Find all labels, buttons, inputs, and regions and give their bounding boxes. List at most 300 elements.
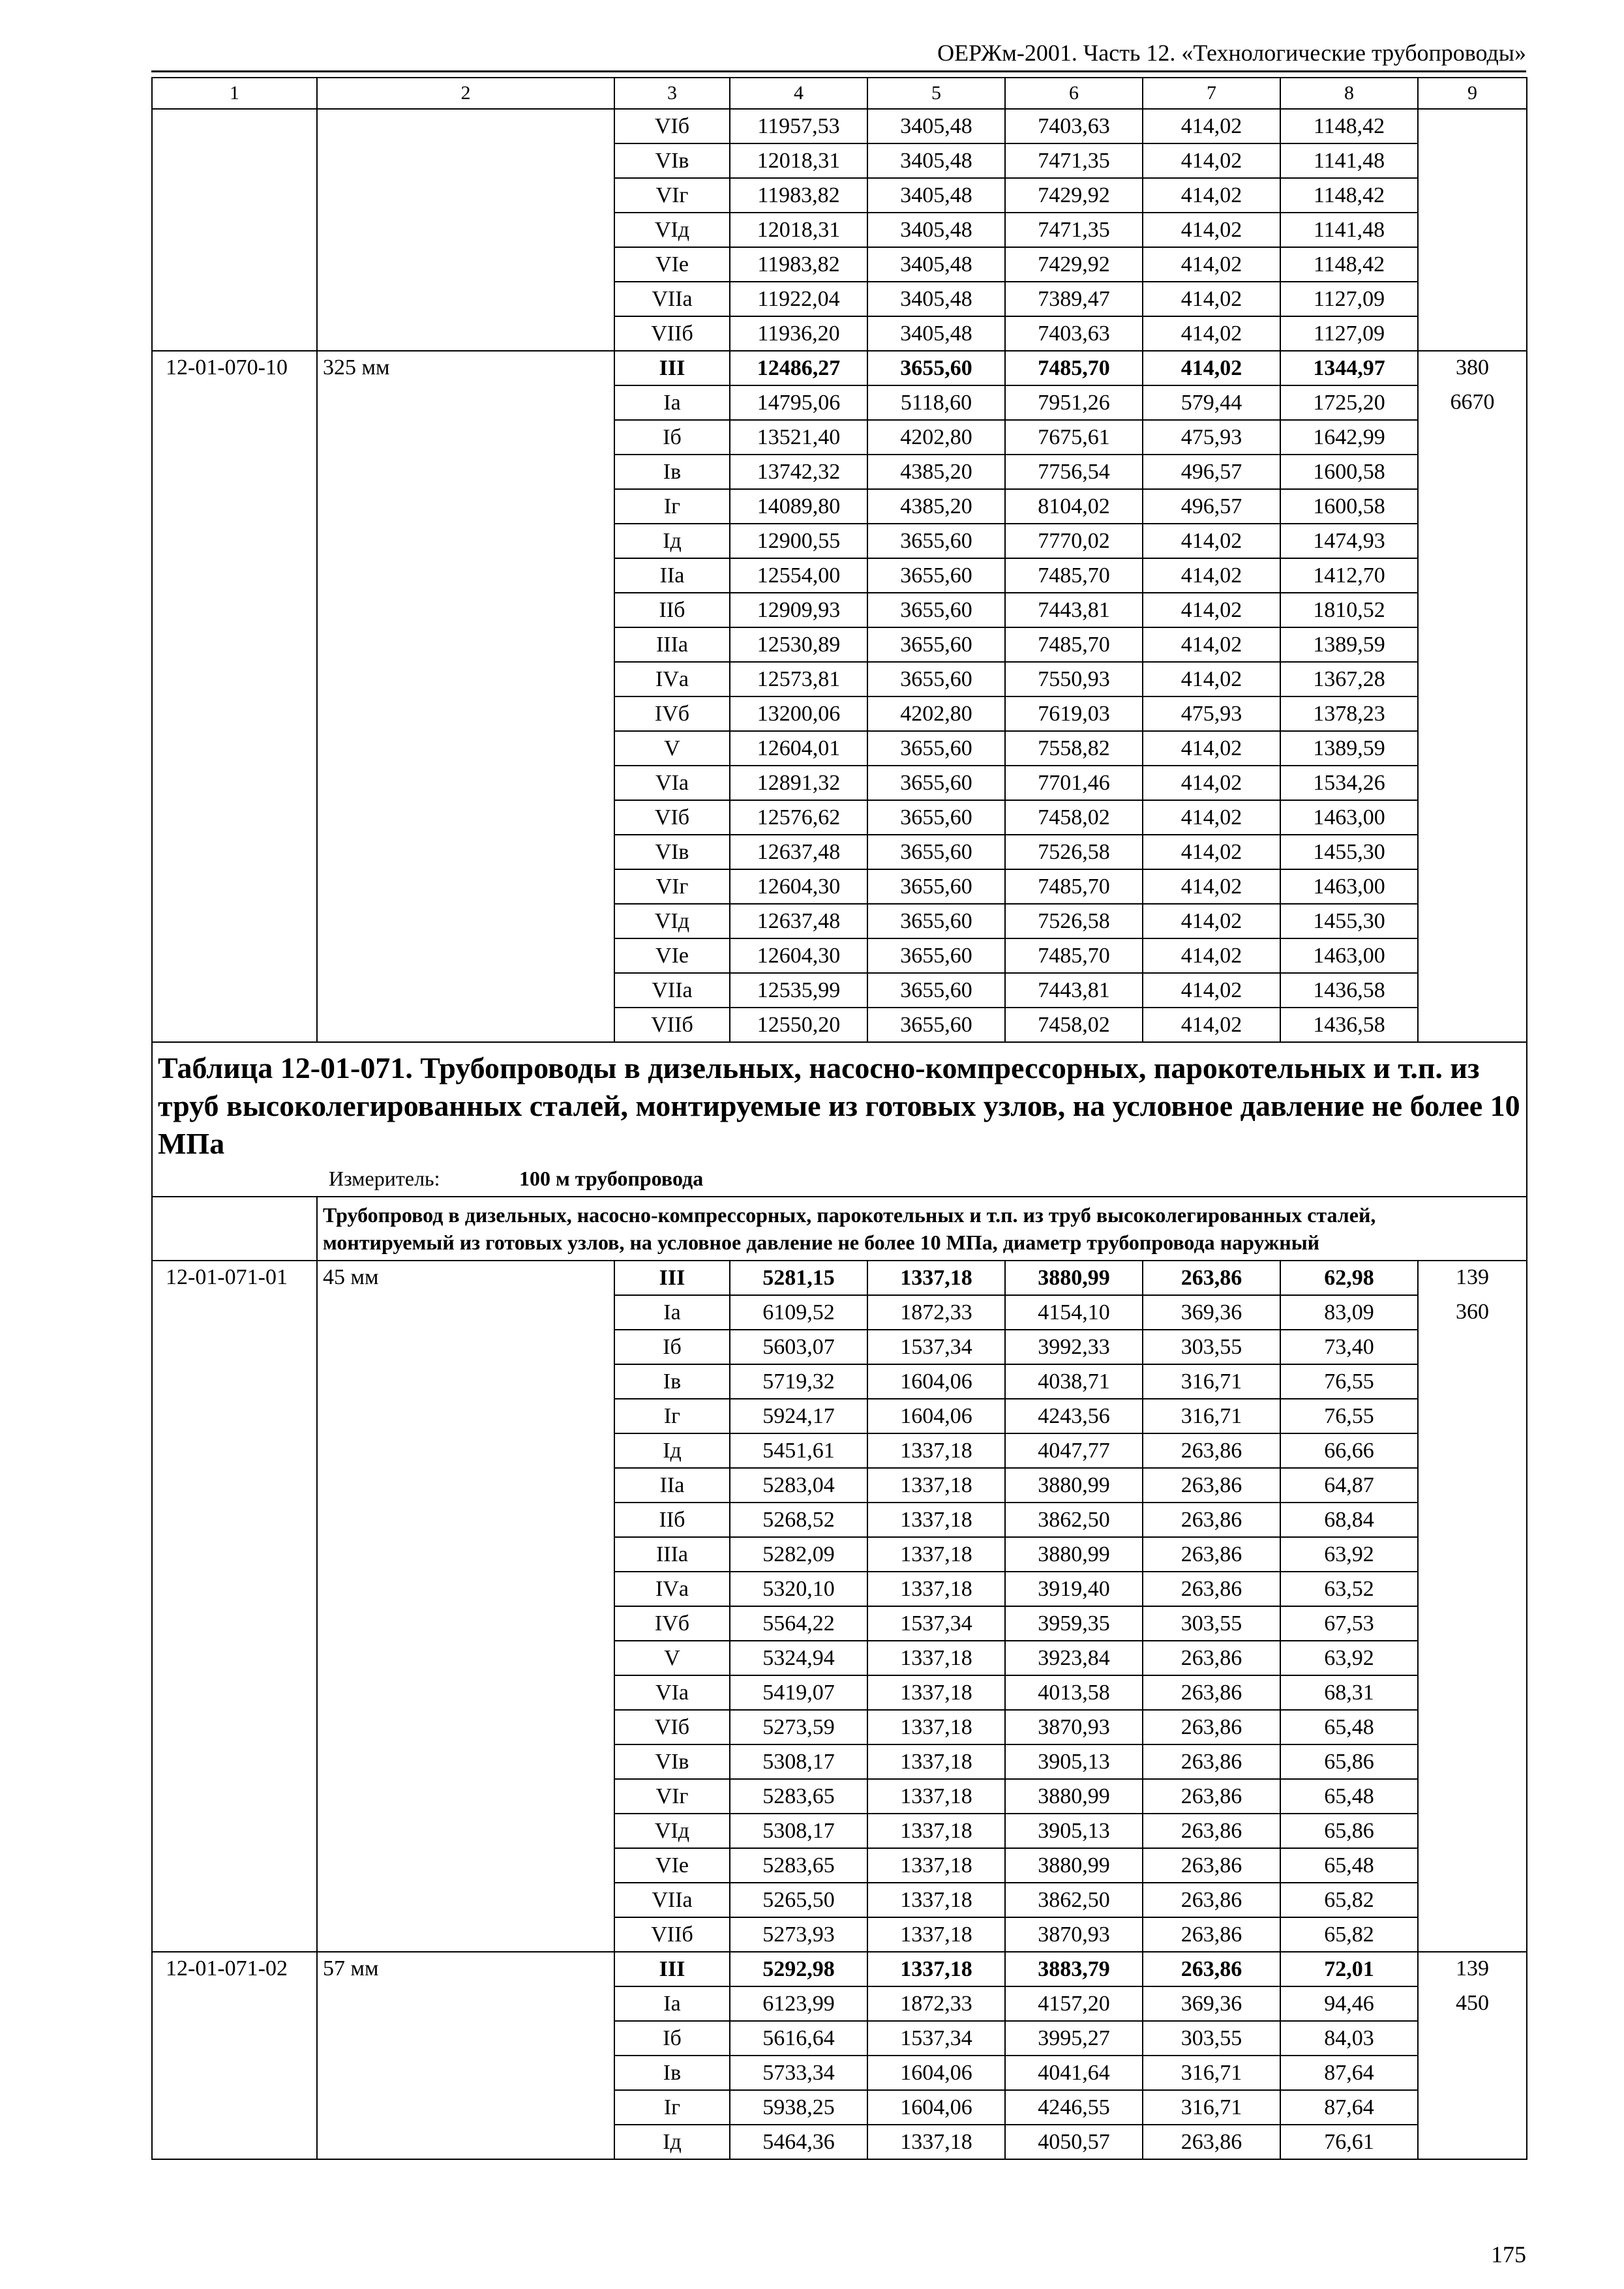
- value-cell: 1463,00: [1280, 938, 1418, 973]
- table-row: [152, 351, 1527, 385]
- value-cell: 12604,30: [730, 938, 867, 973]
- value-cell: 316,71: [1143, 1399, 1280, 1433]
- value-cell: 13521,40: [730, 420, 867, 455]
- value-cell: 316,71: [1143, 2090, 1280, 2125]
- value-cell: 1600,58: [1280, 455, 1418, 489]
- diameter-cell: 325 мм: [317, 351, 614, 1042]
- value-cell: 1344,97: [1280, 351, 1418, 385]
- table-row: [152, 109, 1527, 143]
- value-cell: 4050,57: [1005, 2125, 1143, 2159]
- value-cell: 1604,06: [867, 1364, 1005, 1399]
- value-cell: 263,86: [1143, 1952, 1280, 1986]
- value-cell: 496,57: [1143, 489, 1280, 524]
- value-cell: 263,86: [1143, 1433, 1280, 1468]
- zone-cell: VIа: [614, 1675, 730, 1710]
- value-cell: 1872,33: [867, 1295, 1005, 1330]
- value-cell: 1389,59: [1280, 731, 1418, 766]
- value-cell: 65,86: [1280, 1744, 1418, 1779]
- column-number: 4: [730, 78, 867, 109]
- diameter-cell: 57 мм: [317, 1952, 614, 2159]
- value-cell: 3655,60: [867, 593, 1005, 627]
- value-cell: 1436,58: [1280, 973, 1418, 1008]
- value-cell: 5464,36: [730, 2125, 867, 2159]
- value-cell: 3880,99: [1005, 1779, 1143, 1814]
- description-row: [152, 1197, 1527, 1261]
- value-cell: 1337,18: [867, 1468, 1005, 1503]
- value-cell: 5616,64: [730, 2021, 867, 2056]
- value-cell: 475,93: [1143, 696, 1280, 731]
- value-cell: 12604,30: [730, 869, 867, 904]
- page-number: 175: [1491, 2241, 1526, 2267]
- zone-cell: Iв: [614, 455, 730, 489]
- value-cell: 316,71: [1143, 2056, 1280, 2090]
- value-cell: 1337,18: [867, 1675, 1005, 1710]
- value-cell: 263,86: [1143, 1744, 1280, 1779]
- value-cell: 14089,80: [730, 489, 867, 524]
- value-cell: 11936,20: [730, 316, 867, 351]
- value-cell: 303,55: [1143, 2021, 1280, 2056]
- zone-cell: Iд: [614, 1433, 730, 1468]
- zone-cell: Iа: [614, 385, 730, 420]
- column-number-row: [152, 78, 1527, 109]
- value-cell: 3655,60: [867, 973, 1005, 1008]
- value-cell: 87,64: [1280, 2090, 1418, 2125]
- value-cell: 414,02: [1143, 247, 1280, 282]
- value-cell: 11983,82: [730, 247, 867, 282]
- value-cell: 1378,23: [1280, 696, 1418, 731]
- value-cell: 3655,60: [867, 938, 1005, 973]
- value-cell: 414,02: [1143, 558, 1280, 593]
- value-cell: 5419,07: [730, 1675, 867, 1710]
- value-cell: 1337,18: [867, 1433, 1005, 1468]
- zone-cell: III: [614, 1952, 730, 1986]
- value-cell: 1337,18: [867, 1848, 1005, 1883]
- value-cell: 13200,06: [730, 696, 867, 731]
- value-cell: 12018,31: [730, 213, 867, 247]
- value-cell: 68,84: [1280, 1503, 1418, 1537]
- value-cell: 369,36: [1143, 1986, 1280, 2021]
- value-cell: 3405,48: [867, 178, 1005, 213]
- zone-cell: VIа: [614, 766, 730, 800]
- value-cell: 1604,06: [867, 2090, 1005, 2125]
- zone-cell: Iд: [614, 2125, 730, 2159]
- value-cell: 8104,02: [1005, 489, 1143, 524]
- value-cell: 5320,10: [730, 1572, 867, 1606]
- value-cell: 4157,20: [1005, 1986, 1143, 2021]
- value-cell: 83,09: [1280, 1295, 1418, 1330]
- table-title: Таблица 12-01-071. Трубопроводы в дизельных, насосно-компрессорных, парокотельных и т.п. из труб высоколегированных сталей, монтируемые из готовых узлов, на условное давление не более 10 МПа: [152, 1042, 1527, 1165]
- value-cell: 12637,48: [730, 835, 867, 869]
- value-cell: 263,86: [1143, 2125, 1280, 2159]
- value-cell: 1337,18: [867, 1641, 1005, 1675]
- value-cell: 7458,02: [1005, 1008, 1143, 1042]
- value-cell: 1455,30: [1280, 904, 1418, 938]
- value-cell: 3655,60: [867, 766, 1005, 800]
- value-cell: 4154,10: [1005, 1295, 1143, 1330]
- value-cell: 7471,35: [1005, 143, 1143, 178]
- value-cell: 5308,17: [730, 1814, 867, 1848]
- zone-cell: Iб: [614, 1330, 730, 1364]
- zone-cell: Iг: [614, 489, 730, 524]
- zone-cell: VIIа: [614, 973, 730, 1008]
- zone-cell: Iв: [614, 1364, 730, 1399]
- value-cell: 94,46: [1280, 1986, 1418, 2021]
- value-cell: 3655,60: [867, 558, 1005, 593]
- value-cell: 5273,59: [730, 1710, 867, 1744]
- measure-cell: [152, 1165, 1527, 1197]
- value-cell: 1337,18: [867, 1744, 1005, 1779]
- value-cell: 4243,56: [1005, 1399, 1143, 1433]
- value-cell: 414,02: [1143, 800, 1280, 835]
- value-cell: 7485,70: [1005, 938, 1143, 973]
- zone-cell: Iг: [614, 1399, 730, 1433]
- value-cell: 1474,93: [1280, 524, 1418, 558]
- zone-cell: VIб: [614, 109, 730, 143]
- zone-cell: VIг: [614, 869, 730, 904]
- value-cell: 7403,63: [1005, 316, 1143, 351]
- labor-value: 6670: [1450, 390, 1495, 414]
- labor-value: 139: [1456, 1265, 1489, 1289]
- value-cell: 414,02: [1143, 1008, 1280, 1042]
- value-cell: 64,87: [1280, 1468, 1418, 1503]
- zone-cell: Iв: [614, 2056, 730, 2090]
- value-cell: 3870,93: [1005, 1710, 1143, 1744]
- value-cell: 1367,28: [1280, 662, 1418, 696]
- value-cell: 263,86: [1143, 1848, 1280, 1883]
- value-cell: 5283,65: [730, 1779, 867, 1814]
- zone-cell: VIе: [614, 247, 730, 282]
- value-cell: 65,48: [1280, 1710, 1418, 1744]
- value-cell: 3655,60: [867, 1008, 1005, 1042]
- value-cell: 3995,27: [1005, 2021, 1143, 2056]
- zone-cell: VIIа: [614, 1883, 730, 1917]
- value-cell: 1127,09: [1280, 282, 1418, 316]
- value-cell: 3655,60: [867, 627, 1005, 662]
- value-cell: 12900,55: [730, 524, 867, 558]
- value-cell: 4202,80: [867, 696, 1005, 731]
- column-number: 5: [867, 78, 1005, 109]
- value-cell: 1127,09: [1280, 316, 1418, 351]
- value-cell: 1389,59: [1280, 627, 1418, 662]
- value-cell: 414,02: [1143, 627, 1280, 662]
- column-number: 6: [1005, 78, 1143, 109]
- value-cell: 263,86: [1143, 1814, 1280, 1848]
- value-cell: 11983,82: [730, 178, 867, 213]
- value-cell: 1337,18: [867, 1710, 1005, 1744]
- value-cell: 7485,70: [1005, 869, 1143, 904]
- zone-cell: IIа: [614, 1468, 730, 1503]
- value-cell: 3905,13: [1005, 1814, 1143, 1848]
- zone-cell: VIв: [614, 835, 730, 869]
- value-cell: 5283,65: [730, 1848, 867, 1883]
- value-cell: 5603,07: [730, 1330, 867, 1364]
- value-cell: 263,86: [1143, 1641, 1280, 1675]
- value-cell: 1141,48: [1280, 213, 1418, 247]
- value-cell: 3923,84: [1005, 1641, 1143, 1675]
- value-cell: 3405,48: [867, 213, 1005, 247]
- zone-cell: Iд: [614, 524, 730, 558]
- value-cell: 13742,32: [730, 455, 867, 489]
- labor-cell: [1418, 1952, 1527, 2159]
- value-cell: 65,48: [1280, 1779, 1418, 1814]
- value-cell: 7485,70: [1005, 627, 1143, 662]
- value-cell: 1537,34: [867, 1330, 1005, 1364]
- zone-cell: III: [614, 1261, 730, 1295]
- value-cell: 3880,99: [1005, 1261, 1143, 1295]
- value-cell: 579,44: [1143, 385, 1280, 420]
- value-cell: 5282,09: [730, 1537, 867, 1572]
- value-cell: 7619,03: [1005, 696, 1143, 731]
- value-cell: 7485,70: [1005, 351, 1143, 385]
- value-cell: 263,86: [1143, 1675, 1280, 1710]
- value-cell: 12637,48: [730, 904, 867, 938]
- value-cell: 63,92: [1280, 1537, 1418, 1572]
- labor-value: 360: [1456, 1300, 1489, 1324]
- value-cell: 369,36: [1143, 1295, 1280, 1330]
- value-cell: 3405,48: [867, 143, 1005, 178]
- value-cell: 4038,71: [1005, 1364, 1143, 1399]
- value-cell: 12530,89: [730, 627, 867, 662]
- value-cell: 3655,60: [867, 731, 1005, 766]
- value-cell: 1337,18: [867, 1261, 1005, 1295]
- labor-cell: [1418, 1261, 1527, 1952]
- zone-cell: VIг: [614, 1779, 730, 1814]
- diameter-cell: [317, 109, 614, 351]
- value-cell: 1604,06: [867, 1399, 1005, 1433]
- value-cell: 63,92: [1280, 1641, 1418, 1675]
- value-cell: 1337,18: [867, 1572, 1005, 1606]
- rate-code-cell: 12-01-070-10: [152, 351, 317, 1042]
- value-cell: 3405,48: [867, 247, 1005, 282]
- value-cell: 12891,32: [730, 766, 867, 800]
- zone-cell: VIд: [614, 904, 730, 938]
- value-cell: 1534,26: [1280, 766, 1418, 800]
- value-cell: 5564,22: [730, 1606, 867, 1641]
- value-cell: 4246,55: [1005, 2090, 1143, 2125]
- value-cell: 3655,60: [867, 835, 1005, 869]
- value-cell: 3905,13: [1005, 1744, 1143, 1779]
- value-cell: 4385,20: [867, 455, 1005, 489]
- running-header: ОЕРЖм-2001. Часть 12. «Технологические трубопроводы»: [937, 40, 1526, 66]
- value-cell: 65,86: [1280, 1814, 1418, 1848]
- zone-cell: Iб: [614, 420, 730, 455]
- value-cell: 7471,35: [1005, 213, 1143, 247]
- value-cell: 7429,92: [1005, 247, 1143, 282]
- value-cell: 6123,99: [730, 1986, 867, 2021]
- value-cell: 3862,50: [1005, 1503, 1143, 1537]
- value-cell: 12535,99: [730, 973, 867, 1008]
- value-cell: 5733,34: [730, 2056, 867, 2090]
- value-cell: 1537,34: [867, 1606, 1005, 1641]
- value-cell: 1337,18: [867, 1503, 1005, 1537]
- value-cell: 1148,42: [1280, 178, 1418, 213]
- value-cell: 414,02: [1143, 178, 1280, 213]
- value-cell: 1600,58: [1280, 489, 1418, 524]
- value-cell: 72,01: [1280, 1952, 1418, 1986]
- zone-cell: VIв: [614, 143, 730, 178]
- rate-code-cell: 12-01-071-01: [152, 1261, 317, 1952]
- value-cell: 14795,06: [730, 385, 867, 420]
- value-cell: 263,86: [1143, 1537, 1280, 1572]
- table-row: [152, 1261, 1527, 1295]
- value-cell: 12604,01: [730, 731, 867, 766]
- value-cell: 3655,60: [867, 904, 1005, 938]
- column-number: 7: [1143, 78, 1280, 109]
- value-cell: 5268,52: [730, 1503, 867, 1537]
- value-cell: 12486,27: [730, 351, 867, 385]
- value-cell: 5265,50: [730, 1883, 867, 1917]
- labor-cell: [1418, 109, 1527, 351]
- value-cell: 7389,47: [1005, 282, 1143, 316]
- value-cell: 3880,99: [1005, 1848, 1143, 1883]
- value-cell: 5924,17: [730, 1399, 867, 1433]
- value-cell: 1537,34: [867, 2021, 1005, 2056]
- value-cell: 1337,18: [867, 1779, 1005, 1814]
- value-cell: 11922,04: [730, 282, 867, 316]
- labor-value: 139: [1456, 1956, 1489, 1981]
- rate-code-cell: [152, 109, 317, 351]
- value-cell: 414,02: [1143, 143, 1280, 178]
- value-cell: 263,86: [1143, 1710, 1280, 1744]
- zone-cell: IVб: [614, 696, 730, 731]
- value-cell: 414,02: [1143, 662, 1280, 696]
- value-cell: 5938,25: [730, 2090, 867, 2125]
- value-cell: 7770,02: [1005, 524, 1143, 558]
- labor-cell: [1418, 351, 1527, 1042]
- value-cell: 4202,80: [867, 420, 1005, 455]
- zone-cell: IVа: [614, 662, 730, 696]
- zone-cell: IIIа: [614, 627, 730, 662]
- value-cell: 414,02: [1143, 593, 1280, 627]
- value-cell: 4013,58: [1005, 1675, 1143, 1710]
- value-cell: 414,02: [1143, 904, 1280, 938]
- value-cell: 3655,60: [867, 524, 1005, 558]
- table-row: [152, 1952, 1527, 1986]
- measure-label: Измеритель:: [329, 1167, 440, 1190]
- value-cell: 7701,46: [1005, 766, 1143, 800]
- value-cell: 7951,26: [1005, 385, 1143, 420]
- zone-cell: Iб: [614, 2021, 730, 2056]
- value-cell: 4041,64: [1005, 2056, 1143, 2090]
- zone-cell: VIIб: [614, 1008, 730, 1042]
- zone-cell: Iа: [614, 1295, 730, 1330]
- value-cell: 7550,93: [1005, 662, 1143, 696]
- diameter-cell: 45 мм: [317, 1261, 614, 1952]
- value-cell: 3405,48: [867, 316, 1005, 351]
- value-cell: 263,86: [1143, 1503, 1280, 1537]
- value-cell: 5451,61: [730, 1433, 867, 1468]
- value-cell: 7526,58: [1005, 904, 1143, 938]
- value-cell: 7443,81: [1005, 593, 1143, 627]
- value-cell: 65,48: [1280, 1848, 1418, 1883]
- value-cell: 73,40: [1280, 1330, 1418, 1364]
- rate-code-cell: 12-01-071-02: [152, 1952, 317, 2159]
- value-cell: 414,02: [1143, 973, 1280, 1008]
- value-cell: 76,61: [1280, 2125, 1418, 2159]
- value-cell: 12576,62: [730, 800, 867, 835]
- value-cell: 5308,17: [730, 1744, 867, 1779]
- value-cell: 67,53: [1280, 1606, 1418, 1641]
- zone-cell: IIIа: [614, 1537, 730, 1572]
- value-cell: 87,64: [1280, 2056, 1418, 2090]
- value-cell: 1810,52: [1280, 593, 1418, 627]
- header-rule: [151, 70, 1526, 72]
- value-cell: 7756,54: [1005, 455, 1143, 489]
- labor-value: 380: [1456, 355, 1489, 380]
- zone-cell: IIб: [614, 1503, 730, 1537]
- zone-cell: Iа: [614, 1986, 730, 2021]
- value-cell: 7429,92: [1005, 178, 1143, 213]
- column-number: 3: [614, 78, 730, 109]
- labor-value: 450: [1456, 1991, 1489, 2015]
- column-number: 2: [317, 78, 614, 109]
- zone-cell: V: [614, 731, 730, 766]
- value-cell: 11957,53: [730, 109, 867, 143]
- value-cell: 414,02: [1143, 731, 1280, 766]
- value-cell: 3405,48: [867, 109, 1005, 143]
- value-cell: 3959,35: [1005, 1606, 1143, 1641]
- value-cell: 7526,58: [1005, 835, 1143, 869]
- value-cell: 316,71: [1143, 1364, 1280, 1399]
- value-cell: 3655,60: [867, 662, 1005, 696]
- zone-cell: VIг: [614, 178, 730, 213]
- value-cell: 4385,20: [867, 489, 1005, 524]
- value-cell: 12909,93: [730, 593, 867, 627]
- value-cell: 7485,70: [1005, 558, 1143, 593]
- value-cell: 263,86: [1143, 1917, 1280, 1952]
- value-cell: 7675,61: [1005, 420, 1143, 455]
- value-cell: 63,52: [1280, 1572, 1418, 1606]
- value-cell: 1337,18: [867, 1883, 1005, 1917]
- value-cell: 12573,81: [730, 662, 867, 696]
- value-cell: 5118,60: [867, 385, 1005, 420]
- zone-cell: VIб: [614, 1710, 730, 1744]
- value-cell: 5324,94: [730, 1641, 867, 1675]
- zone-cell: VIе: [614, 938, 730, 973]
- column-number: 8: [1280, 78, 1418, 109]
- value-cell: 496,57: [1143, 455, 1280, 489]
- value-cell: 62,98: [1280, 1261, 1418, 1295]
- value-cell: 3880,99: [1005, 1537, 1143, 1572]
- zone-cell: VIIб: [614, 1917, 730, 1952]
- value-cell: 5292,98: [730, 1952, 867, 1986]
- value-cell: 3880,99: [1005, 1468, 1143, 1503]
- value-cell: 3405,48: [867, 282, 1005, 316]
- value-cell: 1463,00: [1280, 869, 1418, 904]
- zone-cell: VIв: [614, 1744, 730, 1779]
- value-cell: 414,02: [1143, 835, 1280, 869]
- value-cell: 4047,77: [1005, 1433, 1143, 1468]
- zone-cell: VIIб: [614, 316, 730, 351]
- value-cell: 1455,30: [1280, 835, 1418, 869]
- value-cell: 5283,04: [730, 1468, 867, 1503]
- measure-row: [152, 1165, 1527, 1197]
- value-cell: 1337,18: [867, 1917, 1005, 1952]
- value-cell: 1463,00: [1280, 800, 1418, 835]
- value-cell: 414,02: [1143, 938, 1280, 973]
- value-cell: 5719,32: [730, 1364, 867, 1399]
- value-cell: 1337,18: [867, 2125, 1005, 2159]
- value-cell: 263,86: [1143, 1779, 1280, 1814]
- zone-cell: IIа: [614, 558, 730, 593]
- value-cell: 7403,63: [1005, 109, 1143, 143]
- measure-value: 100 м трубопровода: [519, 1167, 704, 1190]
- value-cell: 263,86: [1143, 1883, 1280, 1917]
- value-cell: 7458,02: [1005, 800, 1143, 835]
- value-cell: 7443,81: [1005, 973, 1143, 1008]
- zone-cell: IVб: [614, 1606, 730, 1641]
- value-cell: 1604,06: [867, 2056, 1005, 2090]
